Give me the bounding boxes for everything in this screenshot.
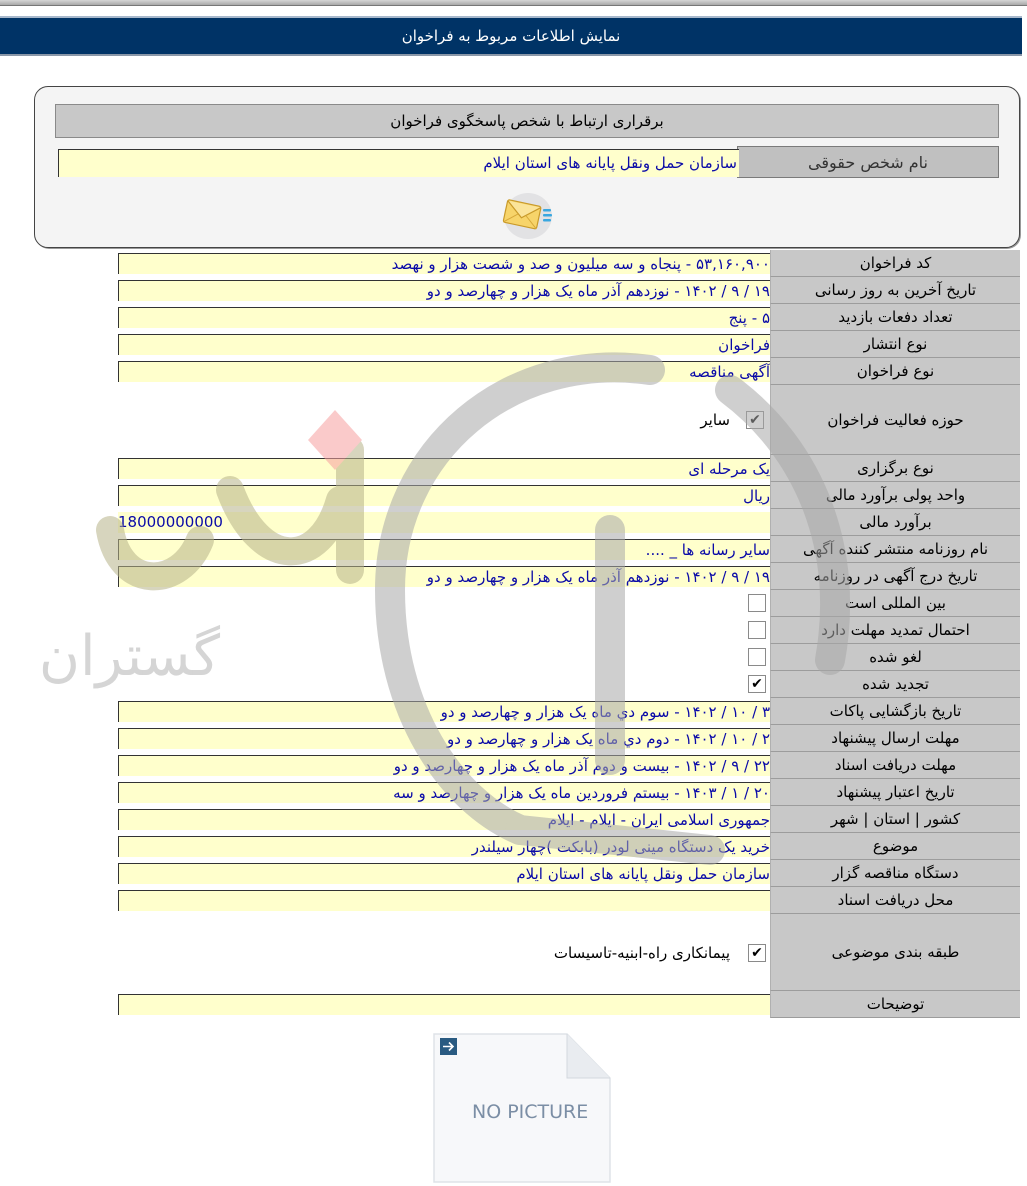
field-row-cancelled: [118, 644, 1020, 671]
subject-category-checkbox[interactable]: ✔: [748, 944, 766, 962]
field-row-newspaper-date: [118, 563, 1020, 590]
field-row-document-location: [118, 887, 1020, 914]
offer-validity-value: ۲۰ / ۱ / ۱۴۰۳ - بیستم فروردین ماه یک هزار و چهارصد و سه: [118, 782, 770, 803]
contact-header-text: برقراری ارتباط با شخص پاسخگوی فراخوان: [390, 112, 664, 130]
cancelled-label: لغو شده: [770, 644, 1020, 671]
send-message-button[interactable]: [497, 189, 557, 241]
tender-type-value: آگهی مناقصه: [118, 361, 770, 382]
field-row-extension-possible: [118, 617, 1020, 644]
envelope-icon: [497, 189, 557, 241]
field-row-publish-type: [118, 331, 1020, 358]
submission-deadline-value: ۲ / ۱۰ / ۱۴۰۲ - دوم دي ماه یک هزار و چهارصد و دو: [118, 728, 770, 749]
field-row-estimate: [118, 509, 1020, 536]
currency-label: واحد پولی برآورد مالی: [770, 482, 1020, 509]
description-label: توضیحات: [770, 991, 1020, 1018]
legal-person-label: [737, 146, 999, 178]
location-label: کشور | استان | شهر: [770, 806, 1020, 833]
submission-deadline-label: مهلت ارسال پیشنهاد: [770, 725, 1020, 752]
activity-area-checkbox[interactable]: ✔: [746, 411, 764, 429]
visit-count-value: ۵ - پنج: [118, 307, 770, 328]
field-row-offer-validity: [118, 779, 1020, 806]
page-title-bar: [0, 16, 1022, 56]
international-checkbox[interactable]: [748, 594, 766, 612]
field-row-currency: [118, 482, 1020, 509]
opening-date-label: تاریخ بازگشایی پاکات: [770, 698, 1020, 725]
newspaper-value: سایر رسانه ها _ ....: [118, 539, 770, 560]
field-row-renewed: [118, 671, 1020, 698]
field-row-opening-date: [118, 698, 1020, 725]
subject-category-label: طبقه بندی موضوعی: [770, 914, 1020, 991]
field-row-newspaper: [118, 536, 1020, 563]
field-row-international: [118, 590, 1020, 617]
international-label: بین المللی است: [770, 590, 1020, 617]
legal-person-label-text: نام شخص حقوقی: [808, 152, 928, 172]
field-row-activity-area: [118, 385, 1020, 455]
visit-count-label: تعداد دفعات بازدید: [770, 304, 1020, 331]
newspaper-date-label: تاریخ درج آگهی در روزنامه: [770, 563, 1020, 590]
activity-area-label: حوزه فعالیت فراخوان: [770, 385, 1020, 455]
publish-type-label: نوع انتشار: [770, 331, 1020, 358]
contact-panel: [34, 86, 1020, 248]
subject-value: خرید یک دستگاه مینی لودر (بابکت )چهار سیلندر: [118, 836, 770, 857]
tender-code-label: کد فراخوان: [770, 250, 1020, 277]
estimate-label: برآورد مالی: [770, 509, 1020, 536]
tender-type-label: نوع فراخوان: [770, 358, 1020, 385]
field-row-submission-deadline: [118, 725, 1020, 752]
estimate-value: 18000000000: [118, 512, 770, 533]
contact-header: [55, 104, 999, 138]
field-row-subject-category: [118, 914, 1020, 991]
last-update-value: ۱۹ / ۹ / ۱۴۰۲ - نوزدهم آذر ماه یک هزار و چهارصد و دو: [118, 280, 770, 301]
no-picture-image: [432, 1030, 622, 1182]
renewed-label: تجدید شده: [770, 671, 1020, 698]
tendering-organization-label: دستگاه مناقصه گزار: [770, 860, 1020, 887]
no-picture-text: NO PICTURE: [472, 1101, 589, 1123]
legal-person-value: سازمان حمل ونقل پایانه های استان ایلام: [58, 149, 739, 177]
field-row-tender-type: [118, 358, 1020, 385]
svg-text:گستران: گستران: [38, 624, 220, 689]
subject-label: موضوع: [770, 833, 1020, 860]
field-row-tender-code: [118, 250, 1020, 277]
field-row-location: [118, 806, 1020, 833]
extension-possible-checkbox[interactable]: [748, 621, 766, 639]
offer-validity-label: تاریخ اعتبار پیشنهاد: [770, 779, 1020, 806]
page-title: نمایش اطلاعات مربوط به فراخوان: [401, 27, 621, 45]
renewed-checkbox[interactable]: ✔: [748, 675, 766, 693]
document-deadline-value: ۲۲ / ۹ / ۱۴۰۲ - بیست و دوم آذر ماه یک هزار و چهارصد و دو: [118, 755, 770, 776]
opening-date-value: ۳ / ۱۰ / ۱۴۰۲ - سوم دي ماه یک هزار و چهارصد و دو: [118, 701, 770, 722]
document-location-value: [118, 890, 770, 911]
tender-code-value: ۵۳,۱۶۰,۹۰۰ - پنجاه و سه میلیون و صد و شصت هزار و نهصد: [118, 253, 770, 274]
field-row-visit-count: [118, 304, 1020, 331]
document-location-label: محل دریافت اسناد: [770, 887, 1020, 914]
currency-value: ریال: [118, 485, 770, 506]
field-row-document-deadline: [118, 752, 1020, 779]
location-value: جمهوری اسلامی ایران - ایلام - ایلام: [118, 809, 770, 830]
field-row-holding-type: [118, 455, 1020, 482]
description-value: [118, 994, 770, 1015]
publish-type-value: فراخوان: [118, 334, 770, 355]
cancelled-checkbox[interactable]: [748, 648, 766, 666]
last-update-label: تاریخ آخرین به روز رسانی: [770, 277, 1020, 304]
holding-type-value: یک مرحله ای: [118, 458, 770, 479]
window-top-strip: [0, 0, 1027, 6]
newspaper-label: نام روزنامه منتشر کننده آگهی: [770, 536, 1020, 563]
field-row-tendering-organization: [118, 860, 1020, 887]
activity-area-option-label: سایر: [700, 411, 730, 429]
extension-possible-label: احتمال تمدید مهلت دارد: [770, 617, 1020, 644]
document-deadline-label: مهلت دریافت اسناد: [770, 752, 1020, 779]
field-row-description: [118, 991, 1020, 1018]
holding-type-label: نوع برگزاری: [770, 455, 1020, 482]
tendering-organization-value: سازمان حمل ونقل پایانه های استان ایلام: [118, 863, 770, 884]
subject-category-option-label: پیمانکاری راه-ابنیه-تاسیسات: [553, 944, 730, 962]
field-row-last-update: [118, 277, 1020, 304]
field-row-subject: [118, 833, 1020, 860]
newspaper-date-value: ۱۹ / ۹ / ۱۴۰۲ - نوزدهم آذر ماه یک هزار و چهارصد و دو: [118, 566, 770, 587]
